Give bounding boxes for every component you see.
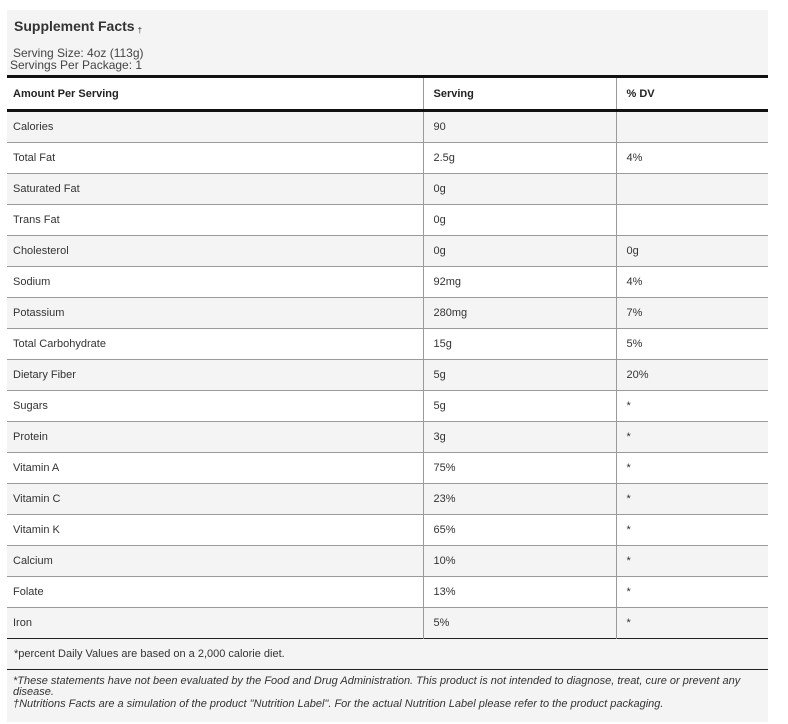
nutrient-name: Vitamin C [7, 484, 423, 515]
title-dagger-mark: † [137, 26, 143, 35]
panel-title: Supplement Facts † [14, 18, 143, 35]
daily-value: * [616, 453, 768, 484]
dv-note: *percent Daily Values are based on a 2,000 calorie diet. [14, 648, 285, 660]
table-row [7, 360, 768, 391]
nutrition-table [7, 75, 768, 639]
serving-amount: 65% [423, 515, 616, 546]
serving-amount: 10% [423, 546, 616, 577]
dv-note-row [7, 639, 768, 670]
nutrient-name: Vitamin K [7, 515, 423, 546]
serving-amount: 75% [423, 453, 616, 484]
table-row [7, 205, 768, 236]
serving-amount: 5% [423, 608, 616, 639]
nutrient-name: Dietary Fiber [7, 360, 423, 391]
table-row [7, 577, 768, 608]
daily-value: 20% [616, 360, 768, 391]
nutrient-name: Calories [7, 111, 423, 143]
nutrient-name: Cholesterol [7, 236, 423, 267]
serving-amount: 23% [423, 484, 616, 515]
daily-value: * [616, 608, 768, 639]
daily-value [616, 174, 768, 205]
nutrient-name: Sodium [7, 267, 423, 298]
daily-value: 0g [616, 236, 768, 267]
serving-amount: 90 [423, 111, 616, 143]
table-row [7, 267, 768, 298]
nutrient-name: Total Fat [7, 143, 423, 174]
table-row [7, 422, 768, 453]
table-row [7, 111, 768, 143]
nutrient-name: Protein [7, 422, 423, 453]
nutrient-name: Total Carbohydrate [7, 329, 423, 360]
serving-amount: 15g [423, 329, 616, 360]
table-row [7, 453, 768, 484]
serving-amount: 5g [423, 360, 616, 391]
serving-amount: 2.5g [423, 143, 616, 174]
daily-value: * [616, 484, 768, 515]
table-row [7, 174, 768, 205]
table-row [7, 391, 768, 422]
daily-value: * [616, 515, 768, 546]
serving-amount: 5g [423, 391, 616, 422]
nutrient-name: Iron [7, 608, 423, 639]
nutrient-name: Calcium [7, 546, 423, 577]
daily-value: * [616, 577, 768, 608]
serving-amount: 92mg [423, 267, 616, 298]
serving-amount: 13% [423, 577, 616, 608]
column-header-dv: % DV [616, 77, 768, 111]
daily-value: 4% [616, 267, 768, 298]
table-row [7, 484, 768, 515]
column-header-amount: Amount Per Serving [7, 77, 423, 111]
daily-value: 7% [616, 298, 768, 329]
nutrient-name: Potassium [7, 298, 423, 329]
column-header-serving: Serving [423, 77, 616, 111]
serving-size: Serving Size: 4oz (113g) [13, 46, 144, 60]
table-row [7, 608, 768, 639]
table-row [7, 298, 768, 329]
nutrient-name: Folate [7, 577, 423, 608]
nutrient-name: Vitamin A [7, 453, 423, 484]
nutrient-name: Saturated Fat [7, 174, 423, 205]
table-row [7, 546, 768, 577]
table-header-row [7, 77, 768, 111]
daily-value: * [616, 546, 768, 577]
daily-value [616, 205, 768, 236]
daily-value [616, 111, 768, 143]
table-row [7, 515, 768, 546]
table-row [7, 329, 768, 360]
nutrient-name: Sugars [7, 391, 423, 422]
daily-value: 4% [616, 143, 768, 174]
daily-value: * [616, 391, 768, 422]
table-row [7, 143, 768, 174]
servings-per-package: Servings Per Package: 1 [10, 58, 143, 72]
serving-amount: 0g [423, 236, 616, 267]
fda-disclaimer: *These statements have not been evaluated by the Food and Drug Administration. This product is not intended to diagnose, treat, cure or prevent any disease. [13, 675, 741, 698]
serving-amount: 3g [423, 422, 616, 453]
table-row [7, 236, 768, 267]
serving-amount: 0g [423, 174, 616, 205]
daily-value: * [616, 422, 768, 453]
daily-value: 5% [616, 329, 768, 360]
serving-amount: 280mg [423, 298, 616, 329]
serving-amount: 0g [423, 205, 616, 236]
simulation-note: †Nutritions Facts are a simulation of the product "Nutrition Label". For the actual Nutrition Label please refer to the product packaging. [13, 698, 664, 710]
nutrient-name: Trans Fat [7, 205, 423, 236]
